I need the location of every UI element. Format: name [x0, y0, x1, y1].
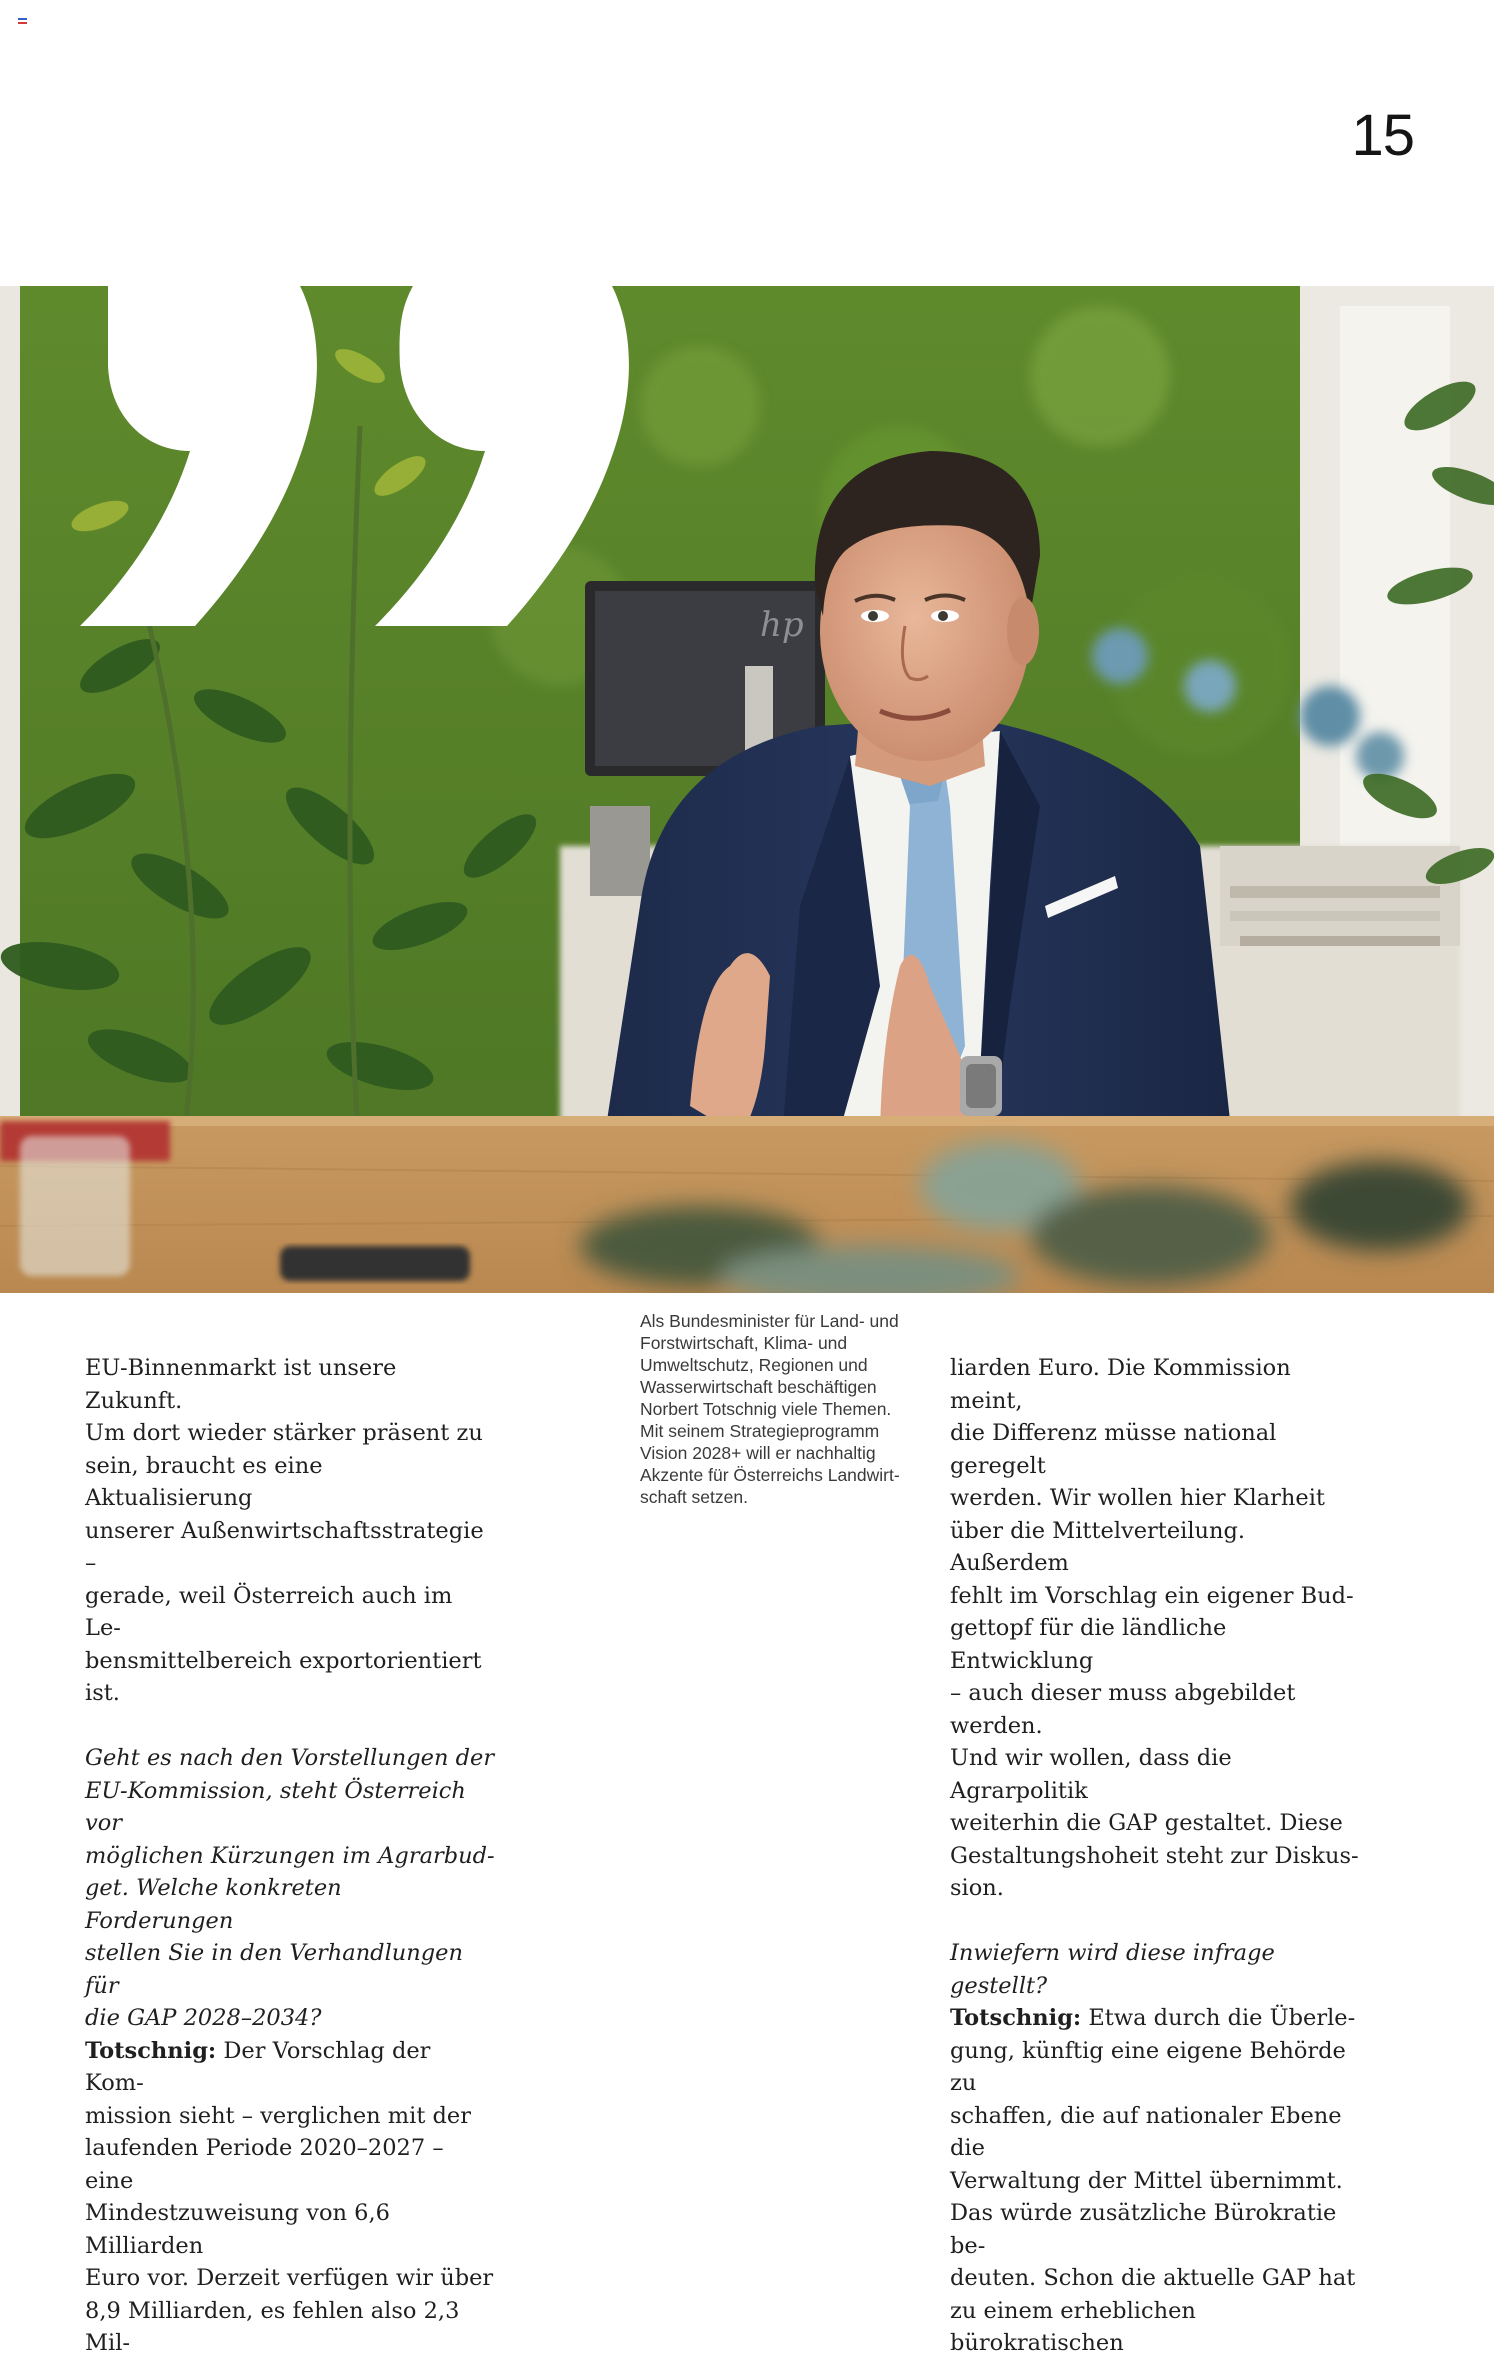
answer-text: Der Vorschlag der Kom- [85, 2037, 431, 2096]
caption-line: Wasserwirtschaft beschäftigen [640, 1377, 877, 1397]
body-line: laufenden Periode 2020–2027 – eine [85, 2135, 444, 2194]
body-line: liarden Euro. Die Kommission meint, [950, 1355, 1291, 1414]
body-line: Um dort wieder stärker präsent zu [85, 1420, 483, 1446]
interview-question-line: stellen Sie in den Verhandlungen für [85, 1940, 463, 1999]
body-line: gettopf für die ländliche Entwicklung [950, 1615, 1227, 1674]
caption-line: Akzente für Österreichs Landwirt- [640, 1465, 900, 1485]
body-line: schaffen, die auf nationaler Ebene die [950, 2102, 1342, 2161]
interview-question-line: Geht es nach den Vorstellungen der [85, 1745, 495, 1771]
body-line: Mindestzuweisung von 6,6 Milliarden [85, 2200, 390, 2259]
caption-line: Forstwirtschaft, Klima- und [640, 1333, 848, 1353]
body-line: bensmittelbereich exportorientiert [85, 1647, 482, 1674]
body-line: Und wir wollen, dass die Agrarpolitik [950, 1745, 1232, 1804]
body-line: sion. [950, 1875, 1004, 1901]
body-line: werden. Wir wollen hier Klarheit [950, 1485, 1325, 1511]
body-line: 8,9 Milliarden, es fehlen also 2,3 Mil- [85, 2297, 460, 2356]
body-line: – auch dieser muss abgebildet werden. [950, 1680, 1296, 1739]
body-line: deuten. Schon die aktuelle GAP hat [950, 2265, 1356, 2291]
interview-question-line: möglichen Kürzungen im Agrarbud- [85, 1842, 495, 1869]
answer-text: Etwa durch die Überle- [1081, 2005, 1356, 2031]
interview-question-line: EU-Kommission, steht Österreich vor [85, 1777, 466, 1836]
body-column-right [950, 1352, 1360, 2360]
body-line: über die Mittelverteilung. Außerdem [950, 1517, 1246, 1576]
page-number: 15 [1351, 103, 1414, 168]
speaker-label: Totschnig: [85, 2037, 217, 2064]
body-line: Euro vor. Derzeit verfügen wir über [85, 2265, 494, 2291]
body-line: unserer Außenwirtschaftsstrategie – [85, 1517, 484, 1576]
body-line: weiterhin die GAP gestaltet. Diese [950, 1810, 1343, 1836]
body-line: ist. [85, 1680, 120, 1706]
caption-line: Mit seinem Strategieprogramm [640, 1421, 880, 1441]
interview-question-line: Inwiefern wird diese infrage gestellt? [950, 1940, 1275, 1999]
caption-line: Als Bundesminister für Land- und [640, 1311, 899, 1331]
interview-question-line: die GAP 2028–2034? [85, 2005, 322, 2031]
monitor-logo: hp [760, 605, 804, 645]
photo-caption [640, 1310, 930, 1508]
body-line: EU-Binnenmarkt ist unsere Zukunft. [85, 1355, 397, 1414]
body-line: fehlt im Vorschlag ein eigener Bud- [950, 1582, 1354, 1609]
body-line: gung, künftig eine eigene Behörde zu [950, 2037, 1346, 2096]
caption-line: Umweltschutz, Regionen und [640, 1355, 868, 1375]
body-line: Verwaltung der Mittel übernimmt. [950, 2167, 1343, 2194]
caption-line: Norbert Totschnig viele Themen. [640, 1399, 892, 1419]
body-line: mission sieht – verglichen mit der [85, 2102, 471, 2129]
caption-line: schaft setzen. [640, 1487, 748, 1507]
body-line: gerade, weil Österreich auch im Le- [85, 1582, 453, 1641]
portrait-photo [0, 286, 1494, 1293]
corner-mark [18, 18, 27, 24]
body-line: Gestaltungshoheit steht zur Diskus- [950, 1842, 1359, 1869]
body-column-left [85, 1352, 495, 2360]
interview-question-line: get. Welche konkreten Forderungen [85, 1875, 342, 1934]
body-line: sein, braucht es eine Aktualisierung [85, 1452, 323, 1511]
body-line: Das würde zusätzliche Bürokratie be- [950, 2200, 1337, 2259]
body-line: zu einem erheblichen bürokratischen [950, 2297, 1196, 2356]
speaker-label: Totschnig: [950, 2005, 1082, 2031]
answer-line [950, 2002, 1360, 2035]
body-line: die Differenz müsse national geregelt [950, 1420, 1277, 1479]
answer-line [85, 2035, 495, 2100]
photo-illustration [0, 286, 1494, 1293]
caption-line: Vision 2028+ will er nachhaltig [640, 1443, 876, 1463]
